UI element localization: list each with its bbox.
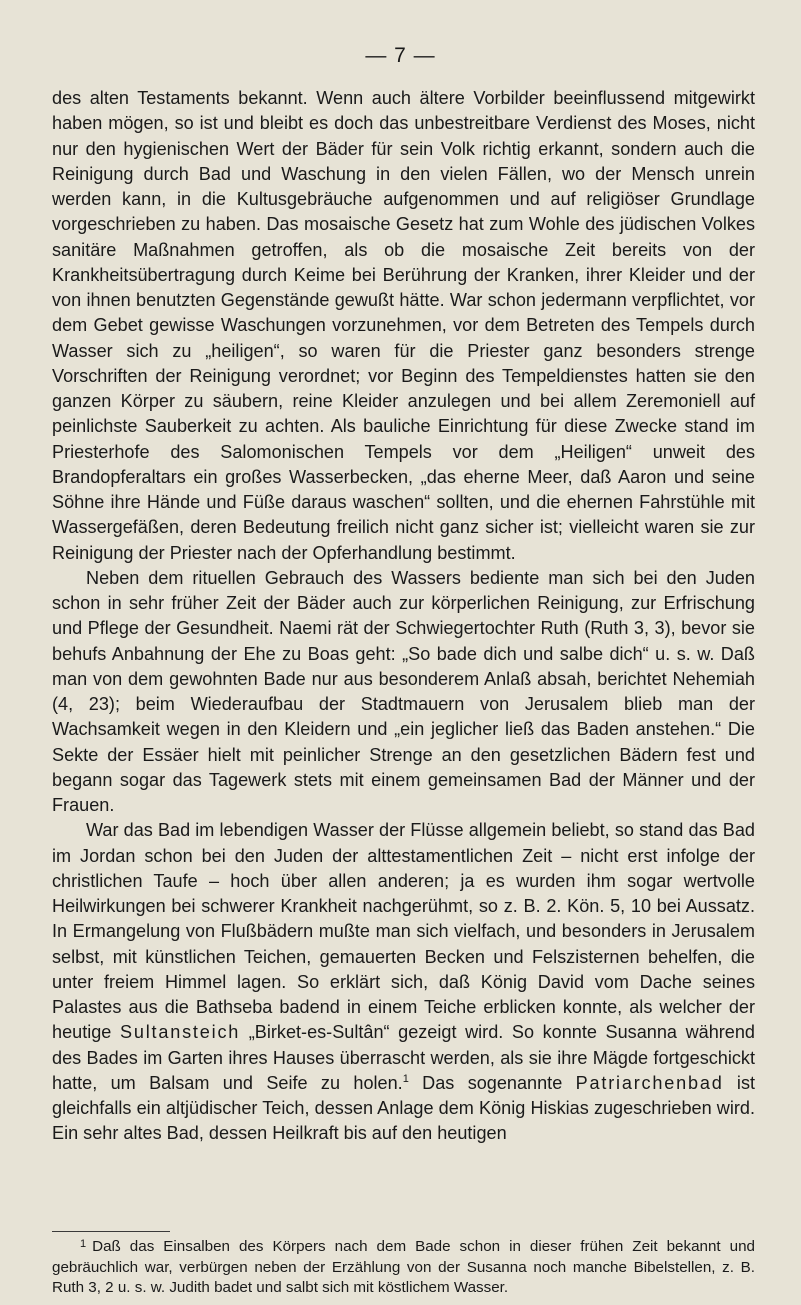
footnote	[52, 1234, 755, 1299]
footnote-marker: 1	[80, 1238, 87, 1250]
main-text	[52, 86, 755, 1147]
paragraph-3	[52, 818, 755, 1146]
footnote-text: Daß das Einsalben des Körpers nach dem Bade schon in dieser frühen Zeit bekannt und gebräuchlich war, verbürgen neben der Erzählung von der Susanna noch manche Bibelstellen, z. B. Ruth 3, 2 u. s. w. Judith badet und salbt sich mit köstlichem Wasser.	[52, 1238, 755, 1296]
sultansteich-term: Sultansteich	[119, 1022, 241, 1043]
paragraph-3-part-b: „Birket-es-Sultân“ gezeigt wird. So konnte Susanna während des Bades im Garten ihres Hauses überrascht werden, als sie ihre Mägde fortgeschickt hatte, um Balsam und Seife zu holen.	[52, 1022, 755, 1093]
paragraph-2: Neben dem rituellen Gebrauch des Wassers bediente man sich bei den Juden schon in sehr früher Zeit der Bäder auch zur körperlichen Reinigung, zur Erfrischung und Pflege der Gesundheit. Naemi rät der Schwiegertochter Ruth (Ruth 3, 3), bevor sie behufs Anbahnung der Ehe zu Boas geht: „So bade dich und salbe dich“ u. s. w. Daß man von dem gewohnten Bade nur aus besonderem Anlaß absah, berichtet Nehemiah (4, 23); beim Wiederaufbau der Stadtmauern von Jerusalem blieb man der Wachsamkeit wegen in den Kleidern und „ein jeglicher ließ das Baden anstehen.“ Die Sekte der Essäer hielt mit peinlicher Strenge an den gesetzlichen Bädern fest und begann sogar das Tagewerk stets mit einem gemeinsamen Bad der Männer und der Frauen.	[52, 567, 755, 815]
footnote-reference[interactable]: 1	[402, 1072, 409, 1085]
paragraph-3-part-a: War das Bad im lebendigen Wasser der Flüsse allgemein beliebt, so stand das Bad im Jordan schon bei den Juden der alttestamentlichen Zeit – nicht erst infolge der christlichen Taufe – hoch über allen anderen; ja es wurden ihm sogar wertvolle Heilwirkungen bei schwerer Krankheit nachgerühmt, so z. B. 2. Kön. 5, 10 bei Aussatz. In Ermangelung von Flußbädern mußte man sich vielfach, und besonders in Jerusalem selbst, mit künstlichen Teichen, gemauerten Becken und Felszisternen behelfen, die unter freiem Himmel lagen. So erklärt sich, daß König David vom Dache seines Palastes aus die Bathseba badend in einem Teiche erblicken konnte, als welcher der heutige	[52, 820, 755, 1043]
page-number-header: — 7 —	[365, 44, 436, 67]
patriarchenbad-term: Patriarchenbad	[575, 1072, 724, 1093]
paragraph-3-part-d: ist gleichfalls ein altjüdischer Teich, dessen Anlage dem König Hiskias zugeschrieben wird. Ein sehr altes Bad, dessen Heilkraft bis auf den heutigen	[52, 1072, 756, 1144]
paragraph-3-part-c: Das sogenannte	[422, 1072, 563, 1093]
footnote-divider	[52, 1231, 170, 1232]
paragraph-1: des alten Testaments bekannt. Wenn auch ältere Vorbilder beeinflussend mitgewirkt haben mögen, so ist und bleibt es doch das unbestreitbare Verdienst des Moses, nicht nur den hygienischen Wert der Bäder für sein Volk richtig erkannt, sondern auch die Reinigung durch Bad und Waschung in den vielen Fällen, wo der Mensch unrein werden kann, in die Kultusgebräuche aufgenommen und auf religiöser Grundlage vorgeschrieben zu haben. Das mosaische Gesetz hat zum Wohle des jüdischen Volkes sanitäre Maßnahmen getroffen, als ob die mosaische Zeit bereits von der Krankheitsübertragung durch Keime bei Berührung der Kranken, ihrer Kleider und der von ihnen benutzten Gegenstände gewußt hätte. War schon jedermann verpflichtet, vor dem Gebet gewisse Waschungen vorzunehmen, vor dem Betreten des Tempels durch Wasser sich zu „heiligen“, so waren für die Priester ganz besonders strenge Vorschriften der Reinigung verordnet; vor Beginn des Tempeldienstes hatten sie den ganzen Körper zu säubern, reine Kleider anzulegen und bei allem Zeremoniell auf peinlichste Sauberkeit zu achten. Als bauliche Einrichtung für diese Zwecke stand im Priesterhofe des Salomonischen Tempels vor dem „Heiligen“ unweit des Brandopferaltars ein großes Wasserbecken, „das eherne Meer, daß Aaron und seine Söhne ihre Hände und Füße daraus waschen“ sollten, und die ehernen Fahrstühle mit Wassergefäßen, deren Bedeutung freilich nicht ganz sicher ist; vielleicht waren sie zur Reinigung der Priester nach der Opferhandlung bestimmt.	[52, 88, 755, 563]
